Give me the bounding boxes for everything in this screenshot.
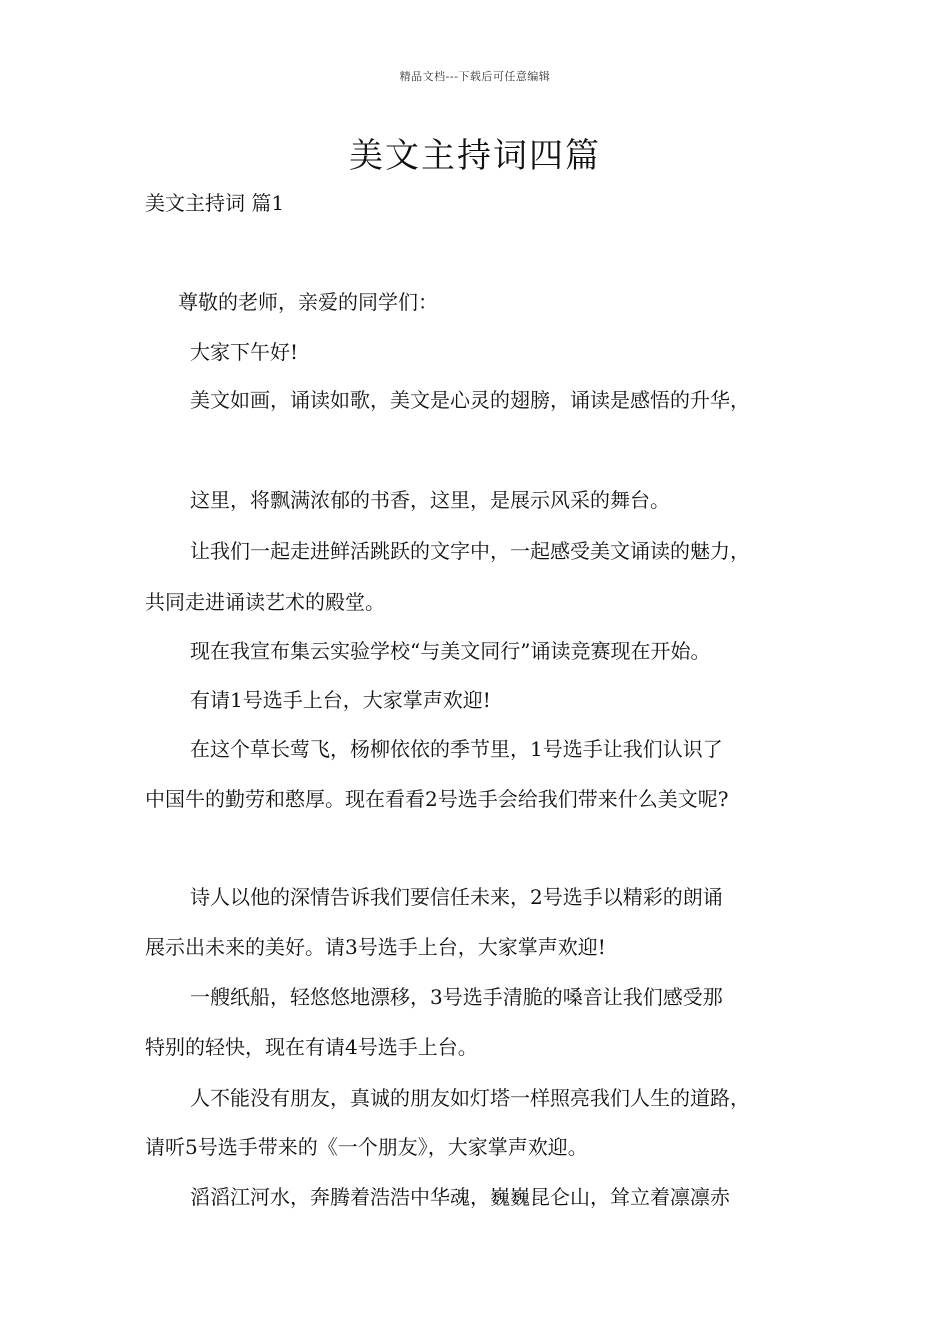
paragraph-line: 特别的轻快，现在有请4号选手上台。 (145, 1035, 478, 1059)
page-header: 精品文档---下载后可任意编辑 (399, 70, 551, 83)
paragraph-line: 展示出未来的美好。请3号选手上台，大家掌声欢迎! (145, 935, 606, 959)
paragraph-line: 让我们一起走进鲜活跳跃的文字中，一起感受美文诵读的魅力， (190, 539, 750, 563)
paragraph-line: 中国牛的勤劳和憨厚。现在看看2号选手会给我们带来什么美文呢? (145, 787, 729, 811)
paragraph-line: 尊敬的老师，亲爱的同学们： (178, 290, 438, 314)
paragraph-line: 大家下午好! (190, 340, 299, 364)
paragraph-line: 共同走进诵读艺术的殿堂。 (145, 590, 385, 614)
document-title: 美文主持词四篇 (349, 136, 601, 176)
paragraph-line: 人不能没有朋友，真诚的朋友如灯塔一样照亮我们人生的道路， (190, 1086, 750, 1110)
paragraph-line: 一艘纸船，轻悠悠地漂移，3号选手清脆的嗓音让我们感受那 (190, 985, 723, 1009)
paragraph-line: 有请1号选手上台，大家掌声欢迎! (190, 688, 491, 712)
paragraph-line: 现在我宣布集云实验学校“与美文同行”诵读竞赛现在开始。 (190, 639, 711, 663)
paragraph-line: 滔滔江河水，奔腾着浩浩中华魂，巍巍昆仑山，耸立着凛凛赤 (190, 1185, 730, 1209)
section-heading: 美文主持词 篇1 (145, 191, 285, 215)
paragraph-line: 这里，将飘满浓郁的书香，这里，是展示风采的舞台。 (190, 488, 670, 512)
paragraph-line: 请听5号选手带来的《一个朋友》，大家掌声欢迎。 (145, 1135, 588, 1159)
paragraph-line: 美文如画，诵读如歌，美文是心灵的翅膀，诵读是感悟的升华， (190, 388, 750, 412)
paragraph-line: 在这个草长莺飞，杨柳依依的季节里，1号选手让我们认识了 (190, 737, 723, 761)
paragraph-line: 诗人以他的深情告诉我们要信任未来，2号选手以精彩的朗诵 (190, 885, 723, 909)
